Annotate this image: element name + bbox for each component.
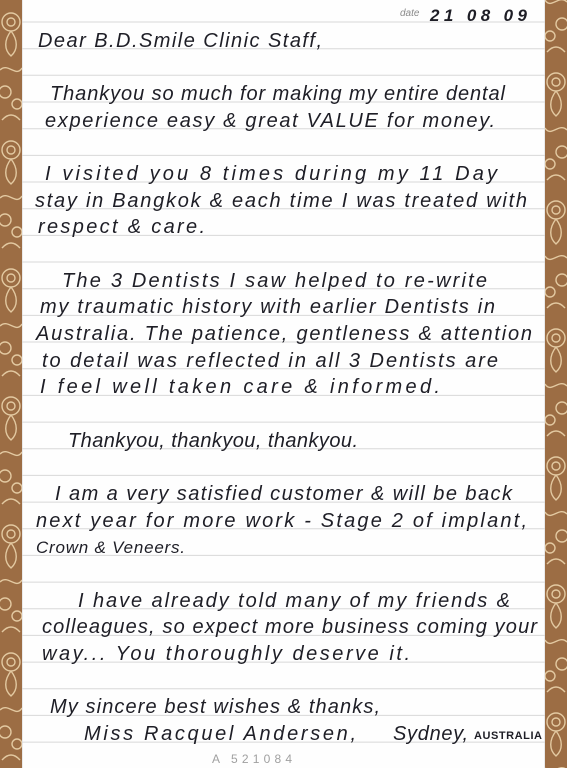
body-line: The 3 Dentists I saw helped to re-write — [62, 270, 487, 292]
body-line: I visited you 8 times during my 11 Day — [45, 163, 497, 185]
body-line: next year for more work - Stage 2 of implant, — [36, 510, 527, 532]
body-line: I have already told many of my friends & — [78, 590, 510, 612]
paragraph-6 — [42, 590, 538, 665]
date-value: 21 08 09 — [430, 6, 527, 25]
body-line: stay in Bangkok & each time I was treated with — [35, 190, 527, 212]
body-line: my traumatic history with earlier Dentists in — [40, 296, 495, 318]
signature-name: Miss Racquel Andersen, — [84, 723, 356, 745]
body-line: I feel well taken care & informed. — [40, 376, 440, 398]
document-number: A 521084 — [212, 752, 292, 766]
body-line: experience easy & great VALUE for money. — [45, 110, 496, 132]
signature — [84, 723, 542, 745]
body-line: Australia. The patience, gentleness & attention — [36, 323, 532, 345]
body-line: way... You thoroughly deserve it. — [42, 643, 410, 665]
closing-line: My sincere best wishes & thanks, — [50, 696, 380, 718]
body-line: to detail was reflected in all 3 Dentists are — [42, 350, 498, 372]
body-line: Thankyou, thankyou, thankyou. — [68, 430, 358, 452]
signature-city: Sydney, — [393, 723, 468, 745]
paragraph-5 — [36, 483, 527, 557]
paragraph-2 — [35, 163, 527, 238]
paragraph-4 — [68, 430, 358, 452]
date-label: date — [400, 8, 420, 19]
body-line: respect & care. — [38, 216, 205, 238]
body-line: Thankyou so much for making my entire dental — [50, 83, 505, 105]
body-line: I am a very satisfied customer & will be back — [55, 483, 512, 505]
signature-country: AUSTRALIA — [474, 730, 542, 742]
salutation: Dear B.D.Smile Clinic Staff, — [38, 30, 322, 52]
paragraph-1 — [45, 83, 506, 132]
body-line: colleagues, so expect more business coming your — [42, 616, 537, 638]
body-line: Crown & Veneers. — [36, 538, 185, 557]
